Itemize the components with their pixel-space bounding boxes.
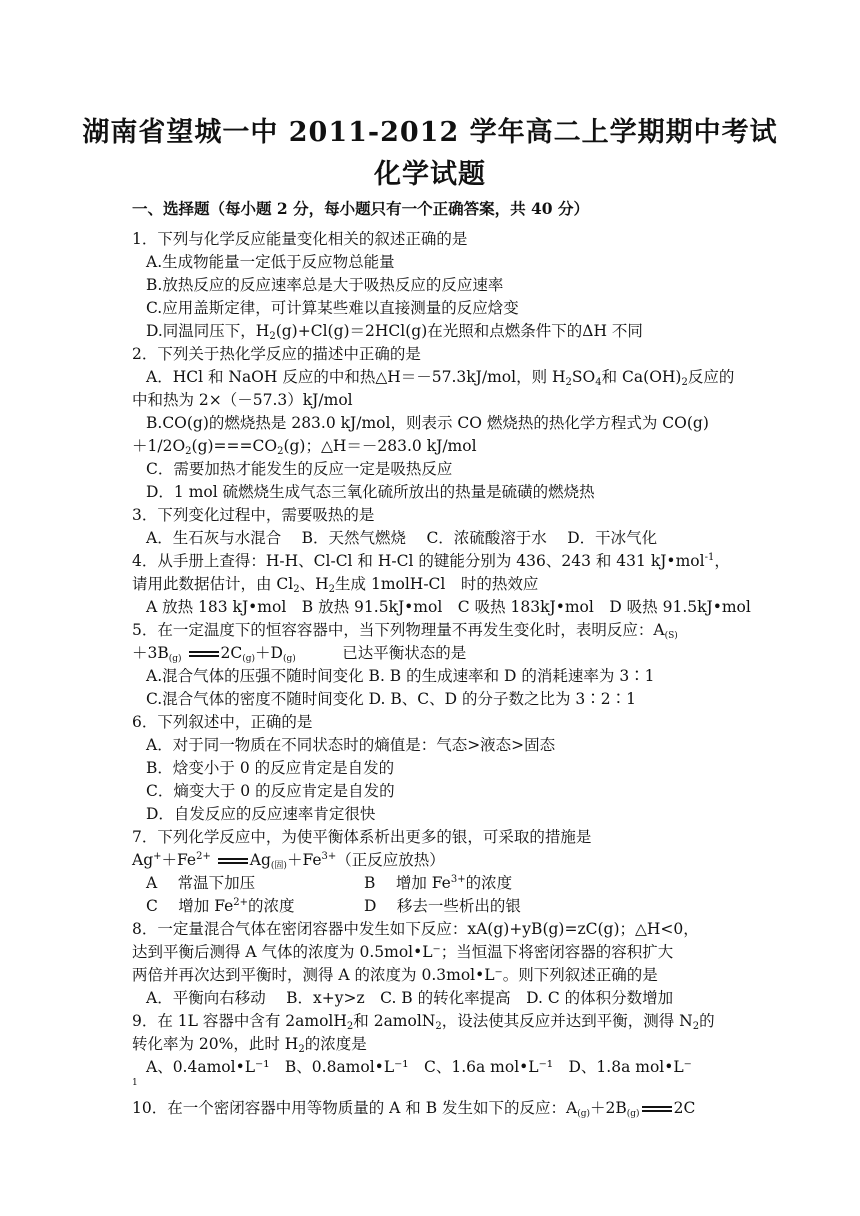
section-heading: 一、选择题（每小题 2 分，每小题只有一个正确答案，共 40 分） [132,199,589,218]
q7-option-b: B 增加 $Fe^{3+}$的浓度 [364,874,513,892]
q7-option-c: C 增加 $Fe^{2+}$的浓度 [146,897,295,915]
equilibrium-arrow-icon [187,649,221,659]
q2-option-a-cont: 中和热为 2×（－57.3）kJ/mol [132,391,353,409]
q10-stem: 10．在一个密闭容器中用等物质量的 A 和 B 发生如下的反应：$A_{(g)}+2B_{(g)}$ 2C [132,1099,696,1119]
q8-stem-cont-2: 两倍并再次达到平衡时，测得 A 的浓度为 0.3mol•L⁻。则下列叙述正确的是 [132,966,658,984]
q2-stem: 2．下列关于热化学反应的描述中正确的是 [132,345,421,363]
q5-options-cd: C.混合气体的密度不随时间变化 D. B、C、D 的分子数之比为 3∶2∶1 [146,690,637,708]
title-line-1: 湖南省望城一中 2011-2012 学年高二上学期期中考试 [82,117,778,148]
q6-option-a: A．对于同一物质在不同状态时的熵值是：气态>液态>固态 [146,736,556,754]
q5-stem: 5．在一定温度下的恒容容器中，当下列物理量不再发生变化时，表明反应：$A_{(S)}$ [132,621,678,641]
q7-option-d: D 移去一些析出的银 [364,897,521,915]
q5-options-ab: A.混合气体的压强不随时间变化 B. B 的生成速率和 D 的消耗速率为 3∶1 [146,667,655,685]
q4-stem: 4．从手册上查得：H-H、Cl-Cl 和 H-Cl 的键能分别为 436、243 和 431 kJ•mol$^{-1}$， [132,552,730,570]
q1-stem: 1．下列与化学反应能量变化相关的叙述正确的是 [132,230,468,248]
q7-option-a: A 常温下加压 [146,874,256,892]
title-line-2: 化学试题 [374,159,486,190]
q6-option-d: D．自发反应的反应速率肯定很快 [146,805,376,823]
q8-stem: 8．一定量混合气体在密闭容器中发生如下反应：xA(g)+yB(g)=zC(g)；△H<0， [132,920,699,938]
q2-option-c: C．需要加热才能发生的反应一定是吸热反应 [146,460,453,478]
q8-stem-cont-1: 达到平衡后测得 A 气体的浓度为 0.5mol•L⁻；当恒温下将密闭容器的容积扩大 [132,943,674,961]
q3-options: A．生石灰与水混合 B．天然气燃烧 C．浓硫酸溶于水 D．干冰气化 [146,529,658,547]
equilibrium-arrow-icon [640,1104,674,1114]
q1-option-d: D.同温同压下，$H_2(g)+Cl(g)=2HCl(g)$在光照和点燃条件下的ΔH 不同 [146,322,643,342]
q4-options: A 放热 183 kJ•mol B 放热 91.5kJ•mol C 吸热 183kJ•mol D 吸热 91.5kJ•mol [146,598,751,616]
q9-options: A、0.4amol•L⁻¹ B、0.8amol•L⁻¹ C、1.6a mol•L⁻¹ D、1.8a mol•L⁻ [146,1058,692,1076]
q6-stem: 6．下列叙述中，正确的是 [132,713,313,731]
q2-option-a: A．HCl 和 NaOH 反应的中和热△H＝－57.3kJ/mol，则 $H_2SO_4$和 $Ca(OH)_2$反应的 [146,368,735,388]
q9-stem-cont: 转化率为 20%，此时 $H_2$的浓度是 [132,1035,367,1055]
q9-stem: 9．在 1L 容器中含有 2amolH$_2$和 2amolN$_2$，设法使其反应并达到平衡，测得 $N_2$的 [132,1012,715,1032]
q1-option-b: B.放热反应的反应速率总是大于吸热反应的反应速率 [146,276,504,294]
q2-option-b: B.CO(g)的燃烧热是 283.0 kJ/mol，则表示 CO 燃烧热的热化学方程式为 CO(g) [146,414,709,432]
q2-option-d: D．1 mol 硫燃烧生成气态三氧化硫所放出的热量是硫磺的燃烧热 [146,483,595,501]
q4-stem-cont: 请用此数据估计，由 $Cl_2$、$H_2$生成 1molH-Cl 时的热效应 [132,575,539,595]
q5-equation: $+3B_{(g)}$ $2C_{(g)}+D_{(g)}$ 已达平衡状态的是 [132,644,467,664]
q7-stem: 7．下列化学反应中，为使平衡体系析出更多的银，可采取的措施是 [132,828,592,846]
q9-options-overflow: 1 [132,1078,138,1088]
q2-option-b-cont: $+1/2O_2(g)===CO_2(g)$；△H＝－283.0 kJ/mol [132,437,477,457]
q1-option-a: A.生成物能量一定低于反应物总能量 [146,253,395,271]
q8-options: A．平衡向右移动 B．x+y>z C. B 的转化率提高 D. C 的体积分数增加 [146,989,674,1007]
q3-stem: 3．下列变化过程中，需要吸热的是 [132,506,375,524]
q1-option-c: C.应用盖斯定律，可计算某些难以直接测量的反应焓变 [146,299,519,317]
q7-equation: $Ag^++Fe^{2+}$ $Ag_{(固)}+Fe^{3+}$（正反应放热） [132,851,445,871]
q6-option-c: C．熵变大于 0 的反应肯定是自发的 [146,782,395,800]
equilibrium-arrow-icon [216,856,250,866]
q6-option-b: B．焓变小于 0 的反应肯定是自发的 [146,759,395,777]
